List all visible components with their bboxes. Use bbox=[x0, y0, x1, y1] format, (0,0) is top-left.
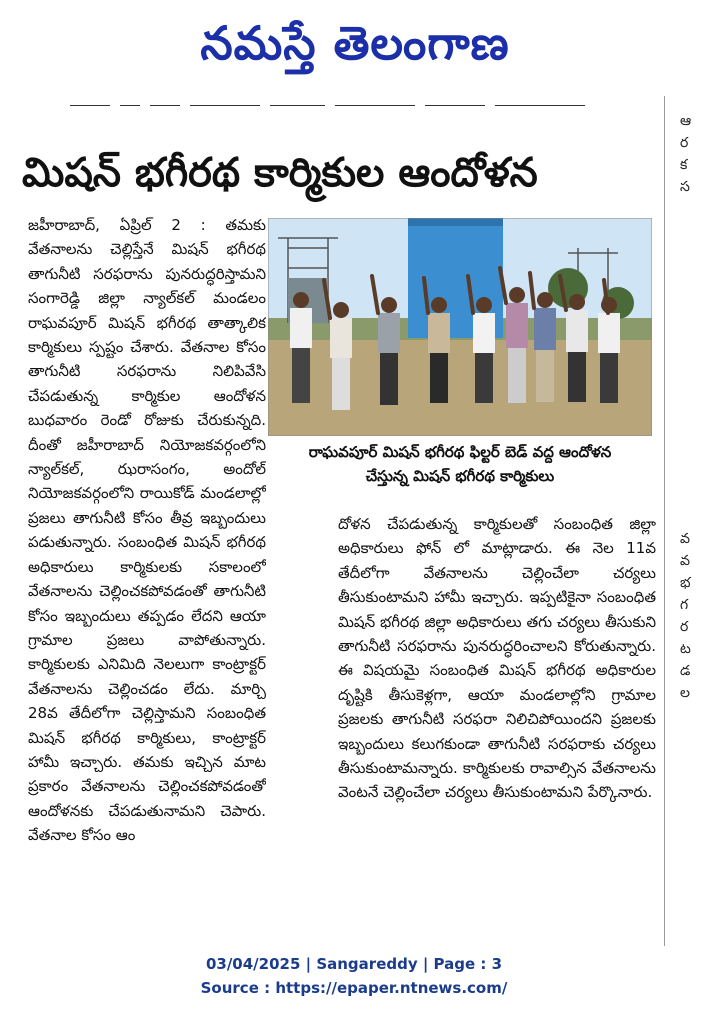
protest-photo-illustration bbox=[268, 218, 652, 436]
article-column-2 bbox=[338, 512, 656, 942]
source-link[interactable]: Source : https://epaper.ntnews.com/ bbox=[200, 979, 508, 997]
clipped-previous-article bbox=[70, 96, 650, 106]
news-photo bbox=[268, 218, 652, 436]
photo-caption-line-2: చేస్తున్న మిషన్ భగీరథ కార్మికులు bbox=[365, 467, 555, 485]
adjacent-article-fragment: ఆ ర క స వ వ భ గ ర ట డ ల bbox=[680, 113, 692, 701]
masthead bbox=[0, 0, 708, 92]
article-text-2: దోళన చేపడుతున్న కార్మికులతో సంబంధిత జిల్లా అధికారులు ఫోన్ లో మాట్లాడారు. ఈ నెల 11వ తేదీలోగా వేతనాలను చెల్లించేలా చర్యలు తీసుకుంటామని హామీ ఇచ్చారు. ఇప్పటికైనా సంబంధిత మిషన్ భగీరథ జిల్లా అధికారులు తగు చర్యలు తీసుకుని తాగునీటి సరఫరాను పునరుద్ధరించాలని కోరుతున్నారు. ఈ విషయమై సంబంధిత మిషన్ భగీరథ అధికారుల దృష్టికి తీసుకెళ్లగా, ఆయా మండలాల్లోని గ్రామాల ప్రజలకు తాగునీటి సరఫరా నిలిచిపోయిందని ప్రజలకు ఇబ్బందులు కలుగకుండా తాగునీటి సరఫరాకు చర్యలు తీసుకుంటామన్నారు. కార్మికులకు రావాల్సిన వేతనాలను వెంటనే చెల్లించేలా చర్యలు తీసుకుంటామని పేర్కొనారు. bbox=[338, 515, 656, 802]
photo-caption bbox=[268, 440, 652, 496]
column-divider bbox=[664, 96, 665, 946]
photo-caption-line-1: రాఘవపూర్ మిషన్ భగీరథ ఫిల్టర్ బెడ్ వద్ద ఆందోళన bbox=[308, 443, 612, 461]
page-footer bbox=[0, 952, 708, 1000]
article-headline: మిషన్ భగీరథ కార్మికుల ఆందోళన bbox=[22, 150, 538, 196]
article-text-1: జహీరాబాద్, ఏప్రిల్ 2 : తమకు వేతనాలను చెల్లిస్తేనే మిషన్ భగీరథ తాగునీటి సరఫరాను పునరుద్ధరిస్తామని సంగారెడ్డి జిల్లా న్యాల్‌కల్ మండలం రాఘవపూర్ మిషన్ భగీరథ తాత్కాలిక కార్మికులు స్పష్టం చేశారు. వేతనాల కోసం తాగునీటి సరఫరాను నిలిపివేసి చేపడుతున్న కార్మికుల ఆందోళన బుధవారం రెండో రోజుకు చేరుకున్నది. దీంతో జహీరాబాద్ నియోజకవర్గంలోని న్యాల్‌కల్, ఝరాసంగం, అందోల్ నియోజకవర్గంలోని రాయికోడ్ మండలాల్లో ప్రజలు తాగునీటి కోసం తీవ్ర ఇబ్బందులు పడుతున్నారు. సంబంధిత మిషన్ భగీరథ అధికారులు కార్మికులకు సకాలంలో వేతనాలను చెల్లించకపోవడంతో తాగునీటి కోసం ఇబ్బందులు తప్పడం లేదని ఆయా గ్రామాల ప్రజలు వాపోతున్నారు. కార్మికులకు ఎనిమిది నెలలుగా కాంట్రాక్టర్ వేతనాలను చెల్లించడం లేదు. మార్చి 28వ తేదీలోగా చెల్లిస్తామని సంబంధిత మిషన్ భగీరథ కార్మికులు, కాంట్రాక్టర్ హామీ ఇచ్చారు. తమకు ఇచ్చిన మాట ప్రకారం వేతనాలను చెల్లించకపోవడంతో ఆందోళనకు చేపడుతునామని చెపారు. వేతనాల కోసం ఆం bbox=[28, 216, 266, 845]
edition-info: 03/04/2025 | Sangareddy | Page : 3 bbox=[205, 955, 503, 973]
newspaper-logo: నమస్తే తెలంగాణ bbox=[200, 16, 510, 70]
article-column-1 bbox=[28, 213, 266, 945]
